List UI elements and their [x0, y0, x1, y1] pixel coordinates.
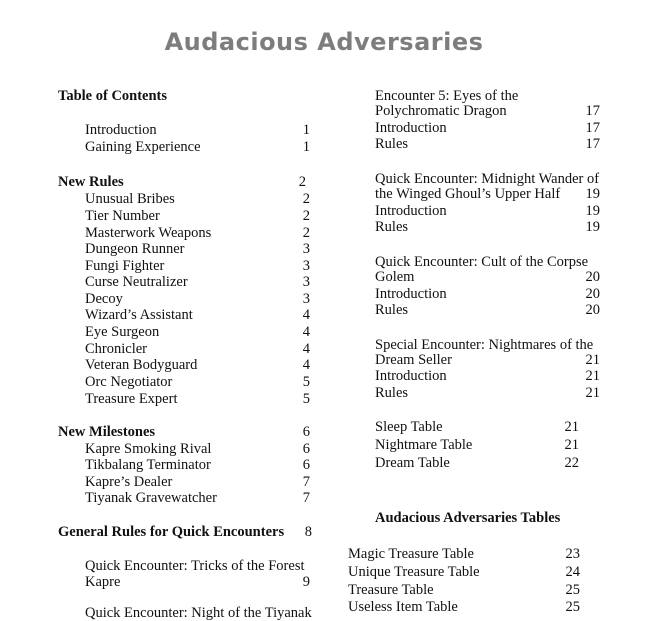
- toc-entry-label[interactable]: Treasure Expert: [85, 391, 178, 407]
- toc-entry-label[interactable]: Rules: [375, 219, 409, 235]
- toc-entry-label-continued[interactable]: Dream Seller: [375, 352, 452, 368]
- toc-entry-label[interactable]: Kapre Smoking Rival: [85, 441, 212, 457]
- toc-entry-label[interactable]: Unusual Bribes: [85, 191, 175, 207]
- toc-entry-label[interactable]: Kapre’s Dealer: [85, 474, 173, 490]
- toc-entry-page: 21: [564, 419, 579, 435]
- toc-entry-label-cutoff[interactable]: Quick Encounter: Night of the Tiyanak: [85, 605, 312, 621]
- toc-entry-label[interactable]: Introduction: [375, 368, 447, 384]
- toc-entry-label[interactable]: Rules: [375, 302, 409, 318]
- toc-entry-page: 19: [585, 186, 600, 202]
- toc-heading: Table of Contents: [58, 88, 168, 104]
- toc-entry-page: 5: [302, 374, 310, 390]
- section-page: 8: [304, 524, 312, 540]
- toc-entry-label[interactable]: Encounter 5: Eyes of the: [375, 88, 519, 104]
- toc-entry-label[interactable]: Chronicler: [85, 341, 148, 357]
- toc-entry-label[interactable]: Veteran Bodyguard: [85, 357, 198, 373]
- toc-entry-page: 21: [585, 385, 600, 401]
- toc-entry-page: 2: [302, 191, 310, 207]
- toc-entry-label[interactable]: Curse Neutralizer: [85, 274, 188, 290]
- toc-entry-page: 20: [585, 269, 600, 285]
- toc-entry-label[interactable]: Rules: [375, 136, 409, 152]
- toc-entry-page: 21: [564, 437, 579, 453]
- toc-entry-label[interactable]: Quick Encounter: Tricks of the Forest: [85, 558, 305, 574]
- toc-entry-page: 24: [565, 564, 580, 580]
- toc-entry-page: 3: [302, 241, 310, 257]
- toc-entry-label[interactable]: Eye Surgeon: [85, 324, 160, 340]
- toc-entry-page: 4: [302, 341, 310, 357]
- toc-entry-page: 7: [302, 490, 310, 506]
- toc-entry-page: 1: [302, 122, 310, 138]
- toc-entry-page: 4: [302, 324, 310, 340]
- toc-entry-page: 9: [302, 574, 310, 590]
- toc-entry-label[interactable]: Sleep Table: [375, 419, 443, 435]
- toc-entry-label[interactable]: Tier Number: [85, 208, 160, 224]
- toc-entry-page: 22: [564, 455, 579, 471]
- toc-entry-page: 3: [302, 274, 310, 290]
- toc-entry-label[interactable]: Magic Treasure Table: [348, 546, 474, 562]
- toc-entry-page: 17: [585, 136, 600, 152]
- toc-entry-label-continued[interactable]: Kapre: [85, 574, 121, 590]
- section-page: 6: [302, 424, 310, 440]
- toc-entry-label[interactable]: Introduction: [85, 122, 157, 138]
- toc-entry-label[interactable]: Tikbalang Terminator: [85, 457, 211, 473]
- section-heading-new-milestones[interactable]: New Milestones: [58, 424, 156, 440]
- toc-entry-label[interactable]: Tiyanak Gravewatcher: [85, 490, 217, 506]
- toc-entry-label[interactable]: Nightmare Table: [375, 437, 473, 453]
- toc-entry-label[interactable]: Rules: [375, 385, 409, 401]
- toc-entry-label[interactable]: Unique Treasure Table: [348, 564, 480, 580]
- toc-entry-label[interactable]: Useless Item Table: [348, 599, 458, 615]
- toc-entry-page: 19: [585, 203, 600, 219]
- toc-entry-page: 25: [565, 582, 580, 598]
- toc-entry-label[interactable]: Fungi Fighter: [85, 258, 165, 274]
- toc-entry-page: 7: [302, 474, 310, 490]
- toc-entry-page: 20: [585, 286, 600, 302]
- toc-entry-label-continued[interactable]: the Winged Ghoul’s Upper Half: [375, 186, 561, 202]
- toc-entry-page: 6: [302, 457, 310, 473]
- toc-entry-page: 6: [302, 441, 310, 457]
- toc-entry-page: 17: [585, 103, 600, 119]
- toc-entry-label[interactable]: Quick Encounter: Midnight Wander of: [375, 171, 600, 187]
- toc-entry-label[interactable]: Decoy: [85, 291, 123, 307]
- toc-entry-label[interactable]: Orc Negotiator: [85, 374, 173, 390]
- toc-entry-label[interactable]: Introduction: [375, 120, 447, 136]
- toc-entry-label[interactable]: Introduction: [375, 286, 447, 302]
- toc-entry-page: 21: [585, 352, 600, 368]
- toc-entry-page: 4: [302, 307, 310, 323]
- toc-entry-label[interactable]: Dungeon Runner: [85, 241, 185, 257]
- toc-entry-label[interactable]: Quick Encounter: Cult of the Corpse: [375, 254, 589, 270]
- toc-entry-label[interactable]: Wizard’s Assistant: [85, 307, 193, 323]
- toc-entry-page: 19: [585, 219, 600, 235]
- toc-entry-label-continued[interactable]: Golem: [375, 269, 415, 285]
- toc-entry-page: 4: [302, 357, 310, 373]
- section-heading-new-rules[interactable]: New Rules: [58, 174, 124, 190]
- toc-entry-page: 5: [302, 391, 310, 407]
- toc-entry-label-continued[interactable]: Polychromatic Dragon: [375, 103, 507, 119]
- toc-entry-page: 21: [585, 368, 600, 384]
- toc-entry-label[interactable]: Dream Table: [375, 455, 450, 471]
- toc-entry-label[interactable]: Special Encounter: Nightmares of the: [375, 337, 594, 353]
- toc-entry-page: 3: [302, 258, 310, 274]
- toc-entry-page: 2: [302, 208, 310, 224]
- toc-entry-label[interactable]: Treasure Table: [348, 582, 434, 598]
- toc-entry-page: 1: [302, 139, 310, 155]
- section-page: 2: [298, 174, 306, 190]
- toc-entry-page: 25: [565, 599, 580, 615]
- toc-entry-page: 23: [565, 546, 580, 562]
- toc-entry-label[interactable]: Gaining Experience: [85, 139, 201, 155]
- toc-entry-page: 20: [585, 302, 600, 318]
- document-title: Audacious Adversaries: [164, 28, 484, 56]
- toc-entry-page: 17: [585, 120, 600, 136]
- toc-entry-page: 3: [302, 291, 310, 307]
- toc-entry-page: 2: [302, 225, 310, 241]
- toc-entry-label[interactable]: Masterwork Weapons: [85, 225, 212, 241]
- section-heading-general-rules[interactable]: General Rules for Quick Encounters: [58, 524, 285, 540]
- section-heading-aa-tables[interactable]: Audacious Adversaries Tables: [375, 510, 561, 526]
- toc-entry-label[interactable]: Introduction: [375, 203, 447, 219]
